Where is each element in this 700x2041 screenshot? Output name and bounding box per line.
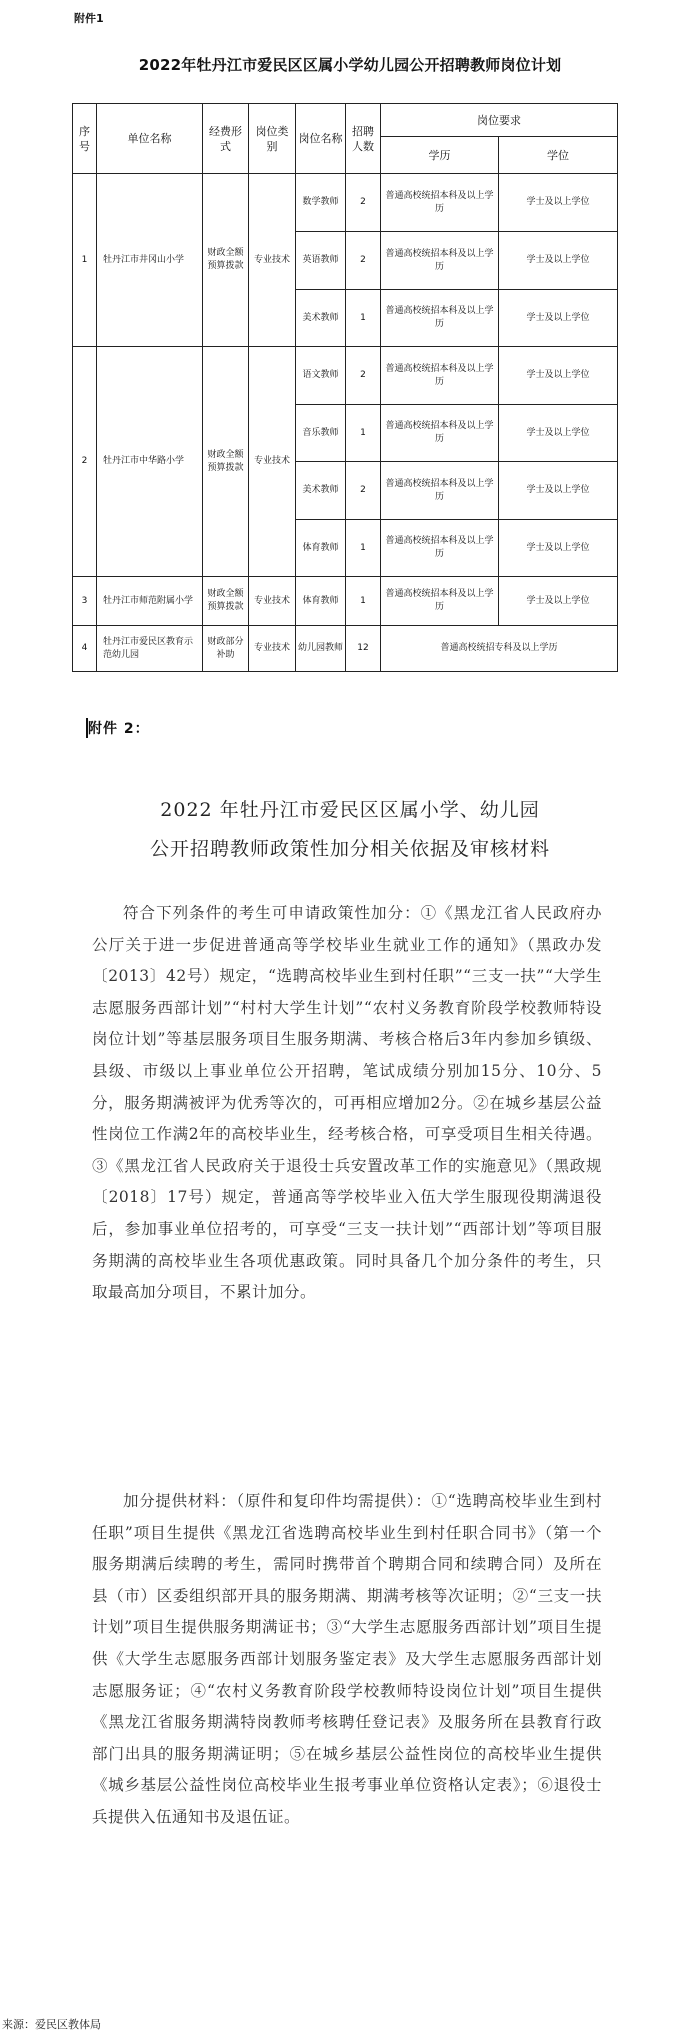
post-title: 美术教师 <box>296 462 346 520</box>
post-title: 体育教师 <box>296 577 346 626</box>
attachment2-label: 附件 2： <box>88 721 150 737</box>
source-caption: 来源：爱民区教体局 <box>2 2018 101 2031</box>
header-requirements: 岗位要求 <box>381 104 618 137</box>
post-education: 普通高校统招本科及以上学历 <box>381 347 499 405</box>
header-no: 序号 <box>73 104 97 174</box>
post-degree: 学士及以上学位 <box>499 577 618 626</box>
header-education: 学历 <box>381 137 499 174</box>
recruitment-plan-table <box>72 103 618 672</box>
unit-name: 牡丹江市师范附属小学 <box>97 577 203 626</box>
post-count: 1 <box>346 405 381 462</box>
post-degree: 学士及以上学位 <box>499 232 618 290</box>
post-title: 体育教师 <box>296 520 346 577</box>
post-degree: 学士及以上学位 <box>499 405 618 462</box>
header-unit: 单位名称 <box>97 104 203 174</box>
section-title-line1: 2022 年牡丹江市爱民区区属小学、幼儿园 <box>160 799 540 821</box>
post-education: 普通高校统招本科及以上学历 <box>381 232 499 290</box>
unit-name: 牡丹江市爱民区教育示范幼儿园 <box>97 626 203 672</box>
post-title: 幼儿园教师 <box>296 626 346 672</box>
post-title: 英语教师 <box>296 232 346 290</box>
post-count: 1 <box>346 577 381 626</box>
post-count: 12 <box>346 626 381 672</box>
unit-name: 牡丹江市井冈山小学 <box>97 174 203 347</box>
header-degree: 学位 <box>499 137 618 174</box>
unit-category: 专业技术 <box>249 577 296 626</box>
header-category: 岗位类别 <box>249 104 296 174</box>
post-education: 普通高校统招本科及以上学历 <box>381 577 499 626</box>
post-title: 数学教师 <box>296 174 346 232</box>
post-degree: 学士及以上学位 <box>499 520 618 577</box>
header-funding: 经费形式 <box>203 104 249 174</box>
unit-funding: 财政全额预算拨款 <box>203 577 249 626</box>
post-education: 普通高校统招本科及以上学历 <box>381 462 499 520</box>
post-education: 普通高校统招专科及以上学历 <box>381 626 618 672</box>
post-education: 普通高校统招本科及以上学历 <box>381 520 499 577</box>
post-title: 语文教师 <box>296 347 346 405</box>
post-count: 1 <box>346 290 381 347</box>
unit-no: 2 <box>73 347 97 577</box>
unit-funding: 财政部分补助 <box>203 626 249 672</box>
table-row <box>73 626 618 672</box>
post-degree: 学士及以上学位 <box>499 174 618 232</box>
header-post: 岗位名称 <box>296 104 346 174</box>
attachment1-label: 附件1 <box>74 12 104 25</box>
table-row <box>73 174 618 232</box>
unit-no: 1 <box>73 174 97 347</box>
post-degree: 学士及以上学位 <box>499 347 618 405</box>
unit-category: 专业技术 <box>249 174 296 347</box>
document-title: 2022年牡丹江市爱民区区属小学幼儿园公开招聘教师岗位计划 <box>138 56 562 74</box>
policy-paragraph: 符合下列条件的考生可申请政策性加分：①《黑龙江省人民政府办公厅关于进一步促进普通高等学校毕业生就业工作的通知》（黑政办发〔2013〕42号）规定，“选聘高校毕业生到村任职”“三支一扶”“大学生志愿服务西部计划”“村村大学生计划”“农村义务教育阶段学校教师特设岗位计划”等基层服务项目生服务期满、考核合格后3年内参加乡镇级、县级、市级以上事业单位公开招聘，笔试成绩分别加15分、10分、5分，服务期满被评为优秀等次的，可再相应增加2分。②在城乡基层公益性岗位工作满2年的高校毕业生，经考核合格，可享受项目生相关待遇。③《黑龙江省人民政府关于退役士兵安置改革工作的实施意见》（黑政规〔2018〕17号）规定，普通高等学校毕业入伍大学生服现役期满退役后，参加事业单位招考的，可享受“三支一扶计划”“西部计划”等项目服务期满的高校毕业生各项优惠政策。同时具备几个加分条件的考生，只取最高加分项目，不累计加分。 <box>92 904 602 1302</box>
section-title-line2: 公开招聘教师政策性加分相关依据及审核材料 <box>149 838 550 860</box>
materials-paragraph: 加分提供材料：（原件和复印件均需提供）：①“选聘高校毕业生到村任职”项目生提供《黑龙江省选聘高校毕业生到村任职合同书》（第一个服务期满后续聘的考生，需同时携带首个聘期合同和续聘合同）及所在县（市）区委组织部开具的服务期满、期满考核等次证明；②“三支一扶计划”项目生提供服务期满证书；③“大学生志愿服务西部计划”项目生提供《大学生志愿服务西部计划服务鉴定表》及大学生志愿服务西部计划志愿服务证；④“农村义务教育阶段学校教师特设岗位计划”项目生提供《黑龙江省服务期满特岗教师考核聘任登记表》及服务所在县教育行政部门出具的服务期满证明；⑤在城乡基层公益性岗位的高校毕业生提供《城乡基层公益性岗位高校毕业生报考事业单位资格认定表》；⑥退役士兵提供入伍通知书及退伍证。 <box>92 1492 602 1826</box>
post-degree: 学士及以上学位 <box>499 290 618 347</box>
unit-no: 4 <box>73 626 97 672</box>
post-count: 2 <box>346 347 381 405</box>
post-education: 普通高校统招本科及以上学历 <box>381 290 499 347</box>
unit-funding: 财政全额预算拨款 <box>203 347 249 577</box>
unit-funding: 财政全额预算拨款 <box>203 174 249 347</box>
table-row <box>73 347 618 405</box>
post-education: 普通高校统招本科及以上学历 <box>381 405 499 462</box>
unit-category: 专业技术 <box>249 347 296 577</box>
unit-no: 3 <box>73 577 97 626</box>
post-title: 美术教师 <box>296 290 346 347</box>
post-count: 2 <box>346 232 381 290</box>
post-title: 音乐教师 <box>296 405 346 462</box>
post-count: 2 <box>346 462 381 520</box>
unit-name: 牡丹江市中华路小学 <box>97 347 203 577</box>
header-count: 招聘人数 <box>346 104 381 174</box>
post-degree: 学士及以上学位 <box>499 462 618 520</box>
post-education: 普通高校统招本科及以上学历 <box>381 174 499 232</box>
post-count: 1 <box>346 520 381 577</box>
post-count: 2 <box>346 174 381 232</box>
table-row <box>73 577 618 626</box>
unit-category: 专业技术 <box>249 626 296 672</box>
